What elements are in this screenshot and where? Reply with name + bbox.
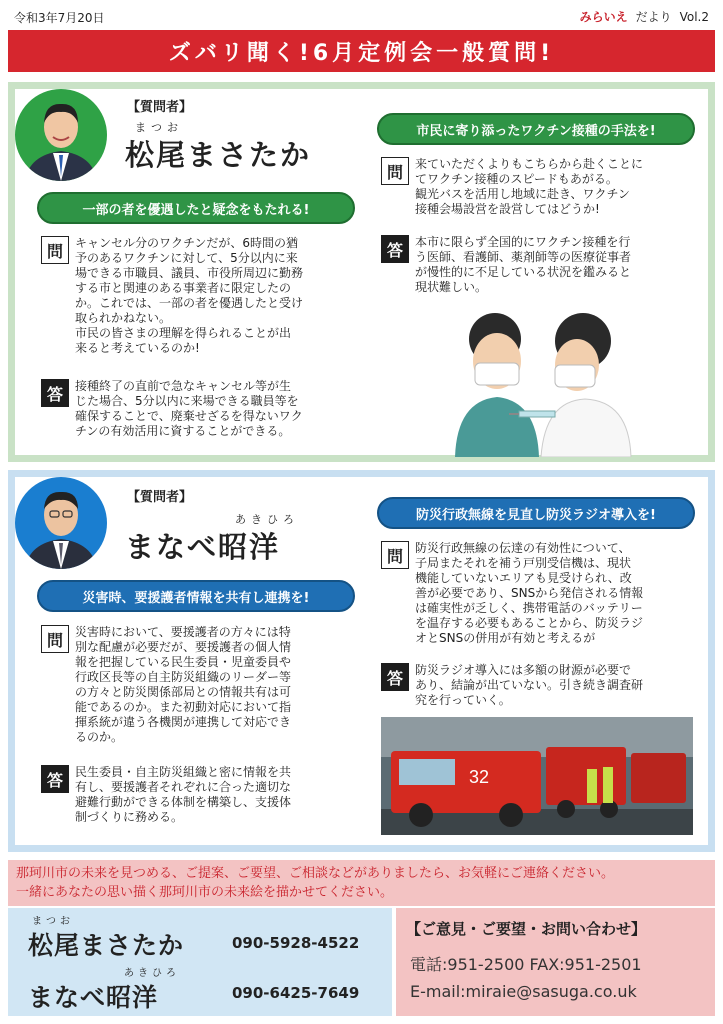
manabe-photo bbox=[15, 477, 107, 569]
questioner-label: 【質問者】 bbox=[127, 100, 193, 115]
questioner-name: 松尾まさたか bbox=[125, 138, 312, 172]
inquiry-title: 【ご意見・ご要望・お問い合わせ】 bbox=[406, 920, 647, 938]
answer-mark-icon: 答 bbox=[41, 379, 69, 407]
question-text: 来ていただくよりもこちらから赴くことに てワクチン接種のスピードもあがる。 観光バスを活用し地域に赴き、ワクチン 接種会場設営を設営してはどうか! bbox=[415, 157, 644, 216]
questioner-label: 【質問者】 bbox=[127, 490, 193, 505]
answer-text: 民生委員・自主防災組織と密に情報を共 有し、要援護者それぞれに合った適切な 避難行動ができる体制を構築し、支援体 制づくりに務める。 bbox=[75, 765, 292, 824]
topic-preferential-treatment: 一部の者を優遇したと疑念をもたれる! bbox=[37, 192, 355, 224]
person2-furigana: あきひろ bbox=[124, 968, 180, 979]
tel-fax[interactable]: 電話:951-2500 FAX:951-2501 bbox=[410, 955, 642, 974]
section-matsuo bbox=[8, 82, 715, 462]
answer-2 bbox=[381, 663, 699, 708]
question-1 bbox=[41, 236, 359, 356]
topic-vaccination-approach: 市民に寄り添ったワクチン接種の手法を! bbox=[377, 113, 695, 145]
footer-message-line-2: 一緒にあなたの思い描く那珂川市の未来絵を描かせてください。 bbox=[16, 885, 394, 900]
question-1 bbox=[41, 625, 359, 745]
question-mark-icon: 問 bbox=[41, 625, 69, 653]
question-text: 災害時において、要援護者の方々には特 別な配慮が必要だが、要援護者の個人情 報を把握している民生委員・児童委員や 行政区長等の自主防災組織のリーダー等 の方々と防災関係部局との情報共有は可 能であるのか。また初動対応において指 揮系統が違う各機関が連携して対応でき るのか。 bbox=[75, 625, 292, 744]
answer-mark-icon: 答 bbox=[381, 663, 409, 691]
questioner-name: まなべ昭洋 bbox=[125, 530, 281, 564]
truck-number: 32 bbox=[469, 767, 490, 787]
person1-furigana: まつお bbox=[32, 916, 74, 927]
answer-text: 防災ラジオ導入には多額の財源が必要で あり、結論が出ていない。引き続き調査研 究を行っていく。 bbox=[415, 663, 644, 707]
footer-contacts bbox=[8, 908, 392, 1016]
issue-date: 令和3年7月20日 bbox=[14, 11, 105, 25]
question-2 bbox=[381, 541, 699, 646]
email-address[interactable]: E-mail:miraie@sasuga.co.uk bbox=[410, 982, 637, 1001]
person2-phone[interactable]: 090-6425-7649 bbox=[232, 984, 360, 1002]
name-furigana: まつお bbox=[135, 121, 183, 134]
answer-mark-icon: 答 bbox=[381, 235, 409, 263]
person1-name: 松尾まさたか bbox=[28, 931, 185, 960]
question-mark-icon: 問 bbox=[41, 236, 69, 264]
footer-inquiries bbox=[396, 908, 715, 1016]
footer-message-line-1: 那珂川市の未来を見つめる、ご提案、ご要望、ご相談などがありましたら、お気軽にご連絡ください。 bbox=[16, 866, 615, 881]
name-furigana: あきひろ bbox=[235, 513, 299, 526]
volume-label: Vol.2 bbox=[679, 10, 709, 24]
question-text: キャンセル分のワクチンだが、6時間の猶 予のあるワクチンに対して、5分以内に来 場できる市職員、議員、市役所周辺に勤務 する市と関連のある事業者に限定したの か。これでは、一部の者を優遇したと受け 取られかねない。 市民の皆さまの理解を得られることが出 来ると考えているのか! bbox=[75, 236, 304, 355]
vaccination-illustration bbox=[435, 301, 645, 461]
answer-mark-icon: 答 bbox=[41, 765, 69, 793]
brand-logo: みらいえ bbox=[579, 10, 628, 24]
person1-phone[interactable]: 090-5928-4522 bbox=[232, 934, 360, 952]
answer-2 bbox=[381, 235, 699, 295]
answer-1 bbox=[41, 379, 359, 439]
person2-name: まなべ昭洋 bbox=[28, 983, 159, 1012]
question-mark-icon: 問 bbox=[381, 157, 409, 185]
question-text: 防災行政無線の伝達の有効性について、 子局またそれを補う戸別受信機は、現状 機能していないエリアも見受けられ、改 善が必要であり、SNSから発信される情報 は確実性が乏しく、携帯電話のバッテリー を温存する必要もあることから、防災ラジ オとSNSの併用が有効と考えるが bbox=[415, 541, 644, 645]
answer-1 bbox=[41, 765, 359, 825]
section-manabe bbox=[8, 470, 715, 852]
newsletter-brand bbox=[580, 8, 709, 25]
question-2 bbox=[381, 157, 699, 217]
topic-disaster-radio: 防災行政無線を見直し防災ラジオ導入を! bbox=[377, 497, 695, 529]
answer-text: 本市に限らず全国的にワクチン接種を行 う医師、看護師、薬剤師等の医療従事者 が慢性的に不足している状況を鑑みると 現状難しい。 bbox=[415, 235, 632, 294]
matsuo-photo bbox=[15, 89, 107, 181]
brand-suffix: だより bbox=[635, 10, 672, 24]
title-banner: ズバリ聞く!6月定例会一般質問! bbox=[8, 30, 715, 72]
question-mark-icon: 問 bbox=[381, 541, 409, 569]
answer-text: 接種終了の直前で急なキャンセル等が生 じた場合、5分以内に来場できる職員等を 確保することで、廃棄せざるを得ないワク チンの有効活用に資することができる。 bbox=[75, 379, 303, 438]
fire-trucks-photo bbox=[381, 717, 693, 839]
footer-message bbox=[8, 860, 715, 906]
topic-disaster-info-sharing: 災害時、要援護者情報を共有し連携を! bbox=[37, 580, 355, 612]
